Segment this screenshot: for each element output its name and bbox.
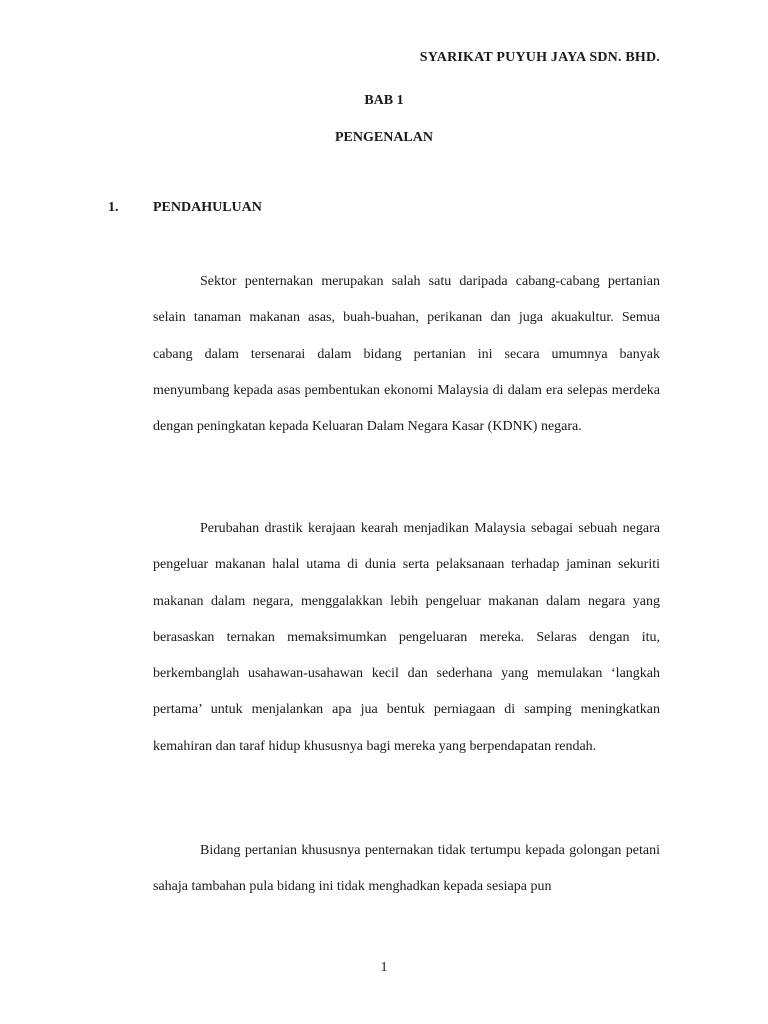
section-number: 1. (108, 200, 119, 215)
paragraph: Sektor penternakan merupakan salah satu daripada cabang-cabang pertanian selain tanaman makanan asas, buah-buahan, perikanan dan juga akuakultur. Semua cabang dalam tersenarai dalam bidang pertanian ini secara umumnya banyak menyumbang kepada asas pembentukan ekonomi Malaysia di dalam era selepas merdeka dengan peningkatan kepada Keluaran Dalam Negara Kasar (KDNK) negara. (153, 274, 660, 435)
chapter-number: BAB 1 (364, 93, 404, 108)
paragraph: Perubahan drastik kerajaan kearah menjadikan Malaysia sebagai sebuah negara pengeluar makanan halal utama di dunia serta pelaksanaan terhadap jaminan sekuriti makanan dalam negara, menggalakkan lebih pengeluar makanan dalam negara yang berasaskan ternakan memaksimumkan pengeluaran mereka. Selaras dengan itu, berkembanglah usahawan-usahawan kecil dan sederhana yang memulakan ‘langkah pertama’ untuk menjalankan apa jua bentuk perniagaan di samping meningkatkan kemahiran dan taraf hidup khususnya bagi mereka yang berpendapatan rendah. (153, 521, 660, 754)
page-number: 1 (380, 960, 388, 975)
section-heading (108, 200, 262, 216)
company-header: SYARIKAT PUYUH JAYA SDN. BHD. (419, 50, 660, 65)
chapter-title: PENGENALAN (334, 130, 433, 145)
section-title: PENDAHULUAN (153, 200, 262, 215)
paragraph: Bidang pertanian khususnya penternakan tidak tertumpu kepada golongan petani sahaja tambahan pula bidang ini tidak menghadkan kepada sesiapa pun (153, 843, 660, 895)
